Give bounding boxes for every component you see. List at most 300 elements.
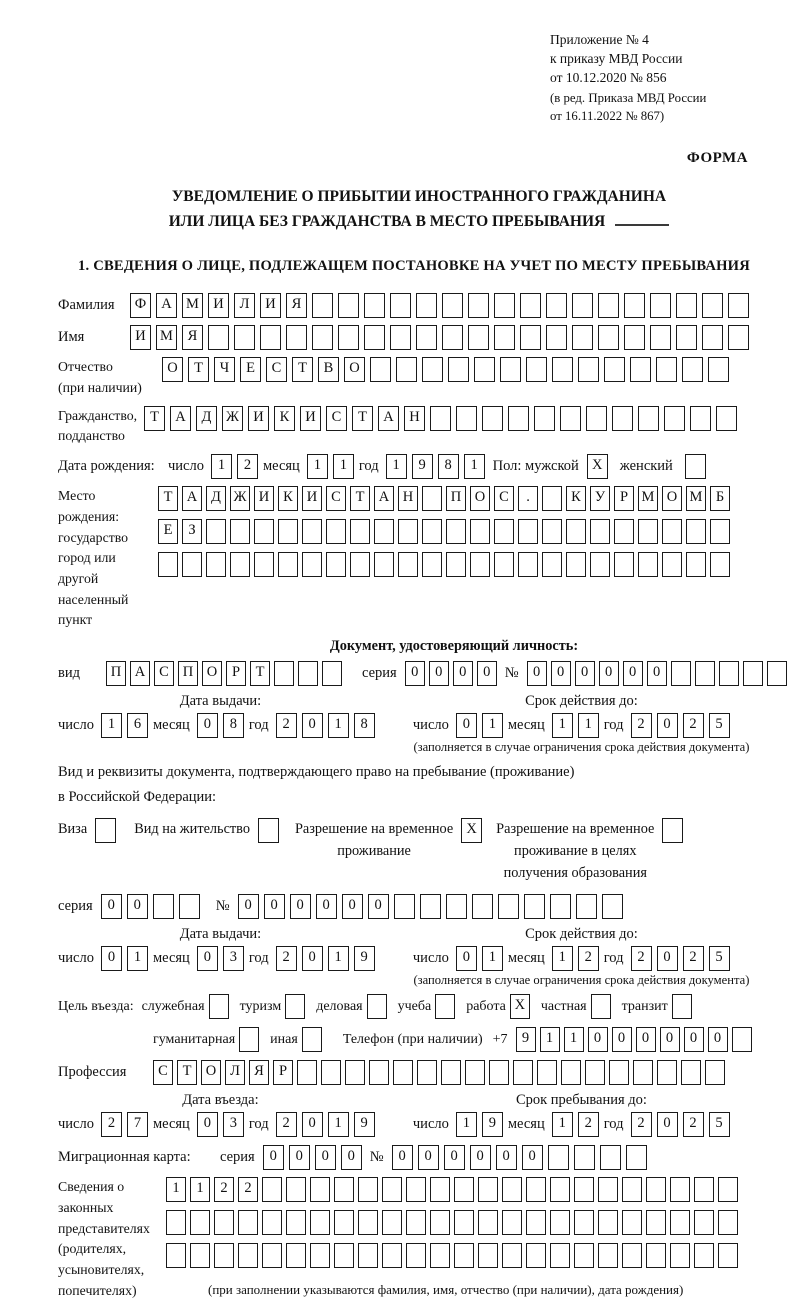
row-representatives bbox=[58, 1177, 780, 1301]
char-cell bbox=[474, 357, 495, 382]
char-cell bbox=[312, 293, 333, 318]
char-cell bbox=[370, 357, 391, 382]
char-cell bbox=[537, 1060, 557, 1085]
char-cell bbox=[718, 1210, 738, 1235]
char-cell: 2 bbox=[631, 1112, 652, 1137]
char-cell bbox=[286, 325, 307, 350]
char-cell bbox=[465, 1060, 485, 1085]
char-cell: 1 bbox=[386, 454, 407, 479]
char-cell bbox=[622, 1210, 642, 1235]
char-cell: 0 bbox=[290, 894, 311, 919]
char-cell bbox=[686, 552, 706, 577]
row-birthdate bbox=[58, 454, 780, 479]
birth-month-cells bbox=[307, 454, 354, 479]
char-cell: П bbox=[106, 661, 126, 686]
char-cell bbox=[482, 406, 503, 431]
char-cell: 1 bbox=[211, 454, 232, 479]
char-cell bbox=[624, 325, 645, 350]
char-cell bbox=[650, 293, 671, 318]
char-cell bbox=[494, 519, 514, 544]
char-cell: 0 bbox=[238, 894, 259, 919]
representatives-cells-2 bbox=[166, 1210, 738, 1235]
char-cell bbox=[690, 406, 711, 431]
permit-restriction-note: (заполняется в случае ограничения срока действия документа) bbox=[413, 973, 750, 988]
visa-checkbox bbox=[95, 818, 116, 843]
char-cell: Е bbox=[240, 357, 261, 382]
char-cell bbox=[367, 994, 387, 1019]
char-cell: 0 bbox=[453, 661, 473, 686]
surname-cells bbox=[130, 293, 749, 318]
char-cell bbox=[260, 325, 281, 350]
purpose-tourism: туризм bbox=[240, 994, 306, 1019]
char-cell: 9 bbox=[354, 1112, 375, 1137]
birthdate-group bbox=[168, 454, 485, 479]
char-cell: 2 bbox=[276, 1112, 297, 1137]
char-cell bbox=[646, 1243, 666, 1268]
char-cell: 8 bbox=[223, 713, 244, 738]
char-cell: М bbox=[156, 325, 177, 350]
char-cell bbox=[446, 552, 466, 577]
char-cell bbox=[702, 293, 723, 318]
stay-month-cells bbox=[552, 1112, 599, 1137]
char-cell bbox=[230, 519, 250, 544]
char-cell bbox=[767, 661, 787, 686]
migration-series-cells bbox=[263, 1145, 362, 1170]
char-cell bbox=[566, 552, 586, 577]
char-cell bbox=[214, 1243, 234, 1268]
char-cell bbox=[662, 818, 683, 843]
study-checkbox bbox=[435, 994, 455, 1019]
char-cell bbox=[662, 552, 682, 577]
birthplace-label: Место рождения: государство город или другой населенный пункт bbox=[58, 488, 129, 628]
char-cell: В bbox=[318, 357, 339, 382]
phone-prefix: +7 bbox=[492, 1031, 508, 1047]
char-cell bbox=[338, 325, 359, 350]
private-checkbox bbox=[591, 994, 611, 1019]
char-cell: М bbox=[182, 293, 203, 318]
char-cell: X bbox=[461, 818, 482, 843]
birthplace-cell-rows bbox=[158, 486, 730, 577]
residence-intro-1: Вид и реквизиты документа, подтверждающего право на пребывание (проживание) bbox=[58, 763, 575, 780]
id-doc-number-cells bbox=[527, 661, 787, 686]
char-cell bbox=[576, 894, 597, 919]
residence-intro-2: в Российской Федерации: bbox=[58, 789, 217, 806]
char-cell bbox=[166, 1243, 186, 1268]
char-cell bbox=[520, 293, 541, 318]
char-cell: К bbox=[274, 406, 295, 431]
char-cell: А bbox=[170, 406, 191, 431]
char-cell: 2 bbox=[578, 946, 599, 971]
char-cell bbox=[646, 1210, 666, 1235]
char-cell bbox=[502, 1243, 522, 1268]
temp-permit-label: Разрешение на временное проживание bbox=[294, 820, 454, 860]
char-cell: 0 bbox=[660, 1027, 680, 1052]
char-cell bbox=[286, 1177, 306, 1202]
char-cell bbox=[550, 1177, 570, 1202]
char-cell bbox=[671, 661, 691, 686]
char-cell bbox=[358, 1243, 378, 1268]
char-cell: 2 bbox=[631, 713, 652, 738]
purpose-business: деловая bbox=[316, 994, 386, 1019]
char-cell bbox=[685, 454, 706, 479]
row-profession bbox=[58, 1060, 780, 1085]
stay-day-cells bbox=[456, 1112, 503, 1137]
id-doc-restriction-note: (заполняется в случае ограничения срока действия документа) bbox=[413, 739, 750, 754]
profession-label: Профессия bbox=[58, 1064, 127, 1081]
char-cell: 2 bbox=[683, 1112, 704, 1137]
char-cell: 0 bbox=[470, 1145, 491, 1170]
char-cell bbox=[297, 1060, 317, 1085]
phone-label: Телефон (при наличии) bbox=[342, 1031, 483, 1047]
forma-label: ФОРМА bbox=[686, 149, 748, 166]
char-cell: Ф bbox=[130, 293, 151, 318]
char-cell bbox=[206, 552, 226, 577]
char-cell bbox=[662, 519, 682, 544]
title-line-1: УВЕДОМЛЕНИЕ О ПРИБЫТИИ ИНОСТРАННОГО ГРАЖДАНИНА bbox=[171, 187, 667, 205]
char-cell bbox=[681, 1060, 701, 1085]
char-cell: 0 bbox=[289, 1145, 310, 1170]
char-cell: 0 bbox=[197, 946, 218, 971]
char-cell bbox=[406, 1210, 426, 1235]
char-cell: 1 bbox=[578, 713, 599, 738]
char-cell: 0 bbox=[657, 1112, 678, 1137]
month-label: месяц bbox=[262, 458, 300, 475]
char-cell: 0 bbox=[444, 1145, 465, 1170]
permit-issue-month-cells bbox=[197, 946, 244, 971]
birthdate-label: Дата рождения: bbox=[58, 458, 155, 475]
char-cell bbox=[262, 1177, 282, 1202]
char-cell bbox=[612, 406, 633, 431]
char-cell bbox=[208, 325, 229, 350]
char-cell bbox=[578, 357, 599, 382]
char-cell: 2 bbox=[276, 946, 297, 971]
char-cell bbox=[394, 894, 415, 919]
char-cell: 0 bbox=[315, 1145, 336, 1170]
char-cell: 0 bbox=[522, 1145, 543, 1170]
char-cell: 0 bbox=[341, 1145, 362, 1170]
char-cell bbox=[448, 357, 469, 382]
char-cell bbox=[656, 357, 677, 382]
char-cell bbox=[513, 1060, 533, 1085]
char-cell: 3 bbox=[223, 1112, 244, 1137]
id-doc-expiry-date: число 0 1 месяц 1 1 год 2 0 2 5 bbox=[413, 713, 730, 738]
char-cell bbox=[206, 519, 226, 544]
char-cell bbox=[598, 325, 619, 350]
char-cell: 0 bbox=[477, 661, 497, 686]
char-cell: П bbox=[178, 661, 198, 686]
title-blank-underline bbox=[615, 224, 669, 226]
issue-date-header: Дата выдачи: bbox=[179, 692, 262, 709]
char-cell: Т bbox=[350, 486, 370, 511]
char-cell: З bbox=[182, 519, 202, 544]
char-cell bbox=[190, 1243, 210, 1268]
char-cell: А bbox=[130, 661, 150, 686]
char-cell: Л bbox=[234, 293, 255, 318]
char-cell: С bbox=[153, 1060, 173, 1085]
char-cell: 5 bbox=[709, 946, 730, 971]
char-cell bbox=[586, 406, 607, 431]
char-cell bbox=[498, 894, 519, 919]
char-cell: С bbox=[326, 486, 346, 511]
residence-permit-label: Вид на жительство bbox=[134, 820, 250, 837]
char-cell: С bbox=[326, 406, 347, 431]
char-cell: Р bbox=[273, 1060, 293, 1085]
char-cell bbox=[350, 552, 370, 577]
char-cell: 2 bbox=[631, 946, 652, 971]
char-cell bbox=[534, 406, 555, 431]
char-cell: 0 bbox=[588, 1027, 608, 1052]
char-cell: И bbox=[130, 325, 151, 350]
char-cell bbox=[274, 661, 294, 686]
char-cell bbox=[550, 894, 571, 919]
char-cell bbox=[710, 552, 730, 577]
permit-issue-day-cells bbox=[101, 946, 148, 971]
char-cell bbox=[561, 1060, 581, 1085]
work-checkbox bbox=[510, 994, 530, 1019]
char-cell: 0 bbox=[405, 661, 425, 686]
char-cell: 0 bbox=[636, 1027, 656, 1052]
year-label: год bbox=[358, 458, 379, 475]
id-issue-month-cells bbox=[197, 713, 244, 738]
char-cell: Я bbox=[249, 1060, 269, 1085]
char-cell bbox=[743, 661, 763, 686]
char-cell: 2 bbox=[683, 713, 704, 738]
char-cell bbox=[657, 1060, 677, 1085]
char-cell: А bbox=[156, 293, 177, 318]
char-cell bbox=[454, 1210, 474, 1235]
char-cell: И bbox=[248, 406, 269, 431]
migration-number-cells bbox=[392, 1145, 647, 1170]
char-cell bbox=[310, 1177, 330, 1202]
char-cell bbox=[398, 519, 418, 544]
char-cell bbox=[508, 406, 529, 431]
id-doc-series-cells bbox=[405, 661, 497, 686]
char-cell: 2 bbox=[101, 1112, 122, 1137]
char-cell: 0 bbox=[392, 1145, 413, 1170]
char-cell bbox=[638, 519, 658, 544]
char-cell bbox=[302, 1027, 322, 1052]
char-cell: 1 bbox=[190, 1177, 210, 1202]
char-cell bbox=[454, 1177, 474, 1202]
char-cell bbox=[718, 1243, 738, 1268]
char-cell bbox=[456, 406, 477, 431]
row-name bbox=[58, 325, 780, 350]
char-cell bbox=[650, 325, 671, 350]
tourism-checkbox bbox=[285, 994, 305, 1019]
phone-cells bbox=[516, 1027, 752, 1052]
permit-number-label: № bbox=[215, 898, 230, 915]
char-cell bbox=[574, 1145, 595, 1170]
char-cell bbox=[604, 357, 625, 382]
char-cell bbox=[494, 552, 514, 577]
char-cell: 2 bbox=[237, 454, 258, 479]
char-cell: 1 bbox=[456, 1112, 477, 1137]
char-cell bbox=[702, 325, 723, 350]
char-cell bbox=[214, 1210, 234, 1235]
representatives-cells-1 bbox=[166, 1177, 738, 1202]
char-cell: О bbox=[662, 486, 682, 511]
char-cell bbox=[258, 818, 279, 843]
char-cell: Т bbox=[352, 406, 373, 431]
permit-number-cells bbox=[238, 894, 623, 919]
char-cell bbox=[590, 552, 610, 577]
char-cell bbox=[566, 519, 586, 544]
char-cell: Т bbox=[188, 357, 209, 382]
char-cell: 1 bbox=[464, 454, 485, 479]
char-cell: 8 bbox=[438, 454, 459, 479]
char-cell bbox=[396, 357, 417, 382]
char-cell bbox=[416, 293, 437, 318]
char-cell bbox=[670, 1210, 690, 1235]
char-cell: 1 bbox=[307, 454, 328, 479]
representatives-cell-rows bbox=[166, 1177, 738, 1268]
migration-series-label: серия bbox=[220, 1149, 255, 1166]
char-cell: 0 bbox=[368, 894, 389, 919]
option-residence-permit bbox=[134, 818, 279, 843]
char-cell bbox=[374, 552, 394, 577]
char-cell bbox=[695, 661, 715, 686]
char-cell bbox=[664, 406, 685, 431]
char-cell: П bbox=[446, 486, 466, 511]
char-cell: И bbox=[254, 486, 274, 511]
permit-date-headers bbox=[58, 926, 780, 943]
char-cell bbox=[478, 1177, 498, 1202]
char-cell bbox=[262, 1210, 282, 1235]
char-cell bbox=[548, 1145, 569, 1170]
row-migration-card bbox=[58, 1145, 780, 1170]
char-cell bbox=[585, 1060, 605, 1085]
sex-male-label: Пол: мужской bbox=[492, 458, 579, 475]
id-expiry-year-cells bbox=[631, 713, 730, 738]
representatives-note: (при заполнении указываются фамилия, имя, отчество (при наличии), дата рождения) bbox=[208, 1282, 684, 1298]
entry-date-header: Дата въезда: bbox=[182, 1092, 259, 1109]
temp-permit-checkbox bbox=[461, 818, 482, 843]
row-permit-series bbox=[58, 894, 780, 919]
char-cell: Н bbox=[404, 406, 425, 431]
birth-year-cells bbox=[386, 454, 485, 479]
char-cell: 1 bbox=[482, 713, 503, 738]
id-doc-heading: Документ, удостоверяющий личность: bbox=[329, 637, 579, 654]
char-cell bbox=[670, 1177, 690, 1202]
char-cell: Д bbox=[196, 406, 217, 431]
patronymic-cells bbox=[162, 357, 729, 382]
char-cell bbox=[382, 1210, 402, 1235]
id-expiry-month-cells bbox=[552, 713, 599, 738]
entry-day-cells bbox=[101, 1112, 148, 1137]
char-cell bbox=[430, 406, 451, 431]
char-cell bbox=[369, 1060, 389, 1085]
issue-date-header: Дата выдачи: bbox=[179, 926, 262, 943]
permit-expiry-day-cells bbox=[456, 946, 503, 971]
char-cell bbox=[686, 519, 706, 544]
annex-line: Приложение № 4 bbox=[550, 32, 649, 47]
sex-female-label: женский bbox=[619, 458, 673, 475]
char-cell: 7 bbox=[127, 1112, 148, 1137]
char-cell: 1 bbox=[333, 454, 354, 479]
char-cell: 1 bbox=[101, 713, 122, 738]
char-cell bbox=[598, 1243, 618, 1268]
char-cell: 0 bbox=[197, 1112, 218, 1137]
char-cell bbox=[390, 325, 411, 350]
char-cell bbox=[542, 552, 562, 577]
id-doc-date-headers bbox=[58, 693, 780, 710]
annex-edition bbox=[550, 90, 762, 125]
char-cell: О bbox=[470, 486, 490, 511]
char-cell bbox=[574, 1210, 594, 1235]
char-cell bbox=[718, 1177, 738, 1202]
char-cell bbox=[468, 293, 489, 318]
profession-cells bbox=[153, 1060, 725, 1085]
char-cell bbox=[694, 1177, 714, 1202]
char-cell: Н bbox=[398, 486, 418, 511]
char-cell bbox=[728, 293, 749, 318]
char-cell: О bbox=[201, 1060, 221, 1085]
char-cell: 1 bbox=[328, 713, 349, 738]
char-cell: 2 bbox=[214, 1177, 234, 1202]
purpose-label: Цель въезда: bbox=[58, 998, 134, 1014]
char-cell bbox=[609, 1060, 629, 1085]
id-expiry-day-cells bbox=[456, 713, 503, 738]
char-cell bbox=[478, 1210, 498, 1235]
purpose-official: служебная bbox=[142, 994, 229, 1019]
char-cell bbox=[302, 519, 322, 544]
char-cell: 0 bbox=[101, 894, 122, 919]
char-cell bbox=[542, 486, 562, 511]
char-cell bbox=[526, 1210, 546, 1235]
char-cell bbox=[406, 1243, 426, 1268]
char-cell: Я bbox=[286, 293, 307, 318]
char-cell bbox=[526, 1243, 546, 1268]
char-cell: Б bbox=[710, 486, 730, 511]
char-cell bbox=[520, 325, 541, 350]
permit-issue-year-cells bbox=[276, 946, 375, 971]
char-cell: К bbox=[566, 486, 586, 511]
char-cell bbox=[489, 1060, 509, 1085]
permit-series-label: серия bbox=[58, 898, 93, 915]
char-cell bbox=[572, 325, 593, 350]
char-cell bbox=[442, 293, 463, 318]
char-cell: 1 bbox=[564, 1027, 584, 1052]
char-cell: С bbox=[494, 486, 514, 511]
char-cell bbox=[254, 519, 274, 544]
char-cell: 2 bbox=[578, 1112, 599, 1137]
char-cell bbox=[322, 661, 342, 686]
char-cell bbox=[398, 552, 418, 577]
char-cell: 3 bbox=[223, 946, 244, 971]
char-cell bbox=[672, 994, 692, 1019]
row-birthplace bbox=[58, 486, 780, 631]
entry-date-headers bbox=[58, 1092, 780, 1109]
char-cell: Ч bbox=[214, 357, 235, 382]
patronymic-label: Отчество (при наличии) bbox=[58, 359, 142, 396]
char-cell bbox=[422, 486, 442, 511]
purpose-transit: транзит bbox=[622, 994, 692, 1019]
char-cell bbox=[470, 519, 490, 544]
char-cell: 6 bbox=[127, 713, 148, 738]
char-cell: 1 bbox=[552, 946, 573, 971]
edu-permit-checkbox bbox=[662, 818, 683, 843]
char-cell bbox=[422, 552, 442, 577]
representatives-content bbox=[166, 1177, 738, 1298]
row-purpose bbox=[58, 994, 780, 1019]
entry-month-cells bbox=[197, 1112, 244, 1137]
char-cell: 0 bbox=[657, 713, 678, 738]
char-cell: 0 bbox=[456, 946, 477, 971]
char-cell bbox=[590, 519, 610, 544]
char-cell bbox=[454, 1243, 474, 1268]
char-cell bbox=[364, 325, 385, 350]
char-cell bbox=[286, 1243, 306, 1268]
